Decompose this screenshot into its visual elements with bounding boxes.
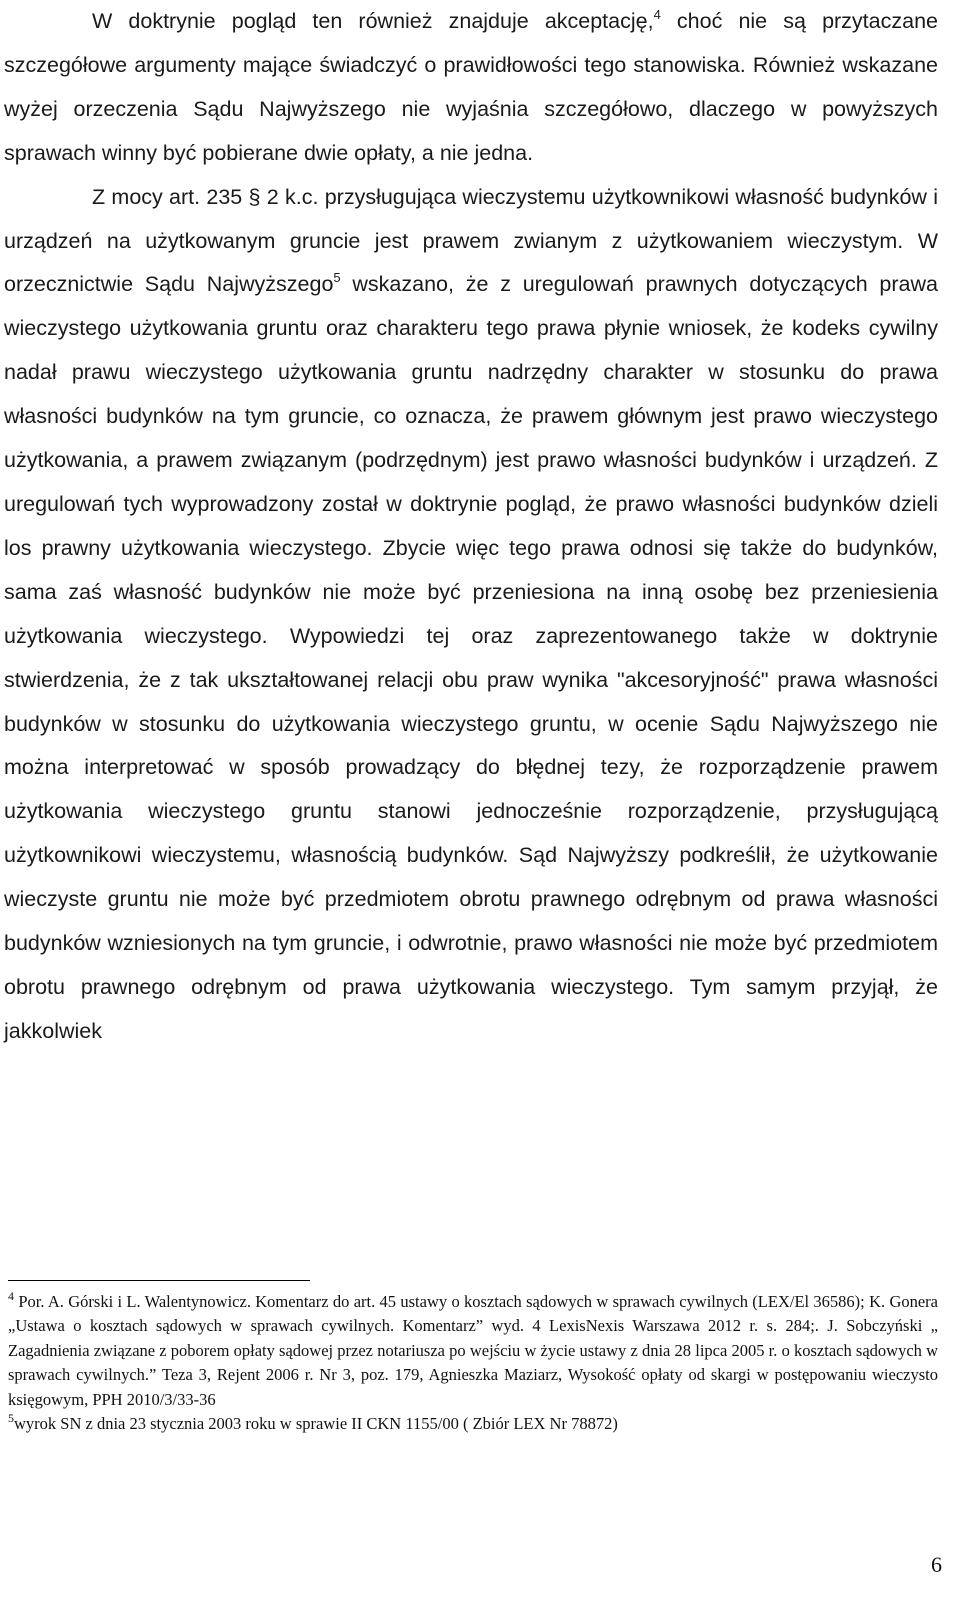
- footnote-ref-4[interactable]: 4: [653, 7, 661, 22]
- footnotes: [8, 1290, 938, 1436]
- body-text: [4, 0, 938, 1054]
- paragraph-2: Z mocy art. 235 § 2 k.c. przysługująca wieczystemu użytkownikowi własność budynków i urządzeń na użytkowanym gruncie jest prawem zwianym z użytkowaniem wieczystym. W orzecznictwie Sądu Najwyższego$^5$ wskazano, że z uregulowań prawnych dotyczących prawa wieczystego użytkowania gruntu oraz charakteru tego prawa płynie wniosek, że kodeks cywilny nadał prawu wieczystego użytkowania gruntu nadrzędny charakter w stosunku do prawa własności budynków na tym gruncie, co oznacza, że prawem głównym jest prawo wieczystego użytkowania, a prawem związanym (podrzędnym) jest prawo własności budynków i urządzeń. Z uregulowań tych wyprowadzony został w doktrynie pogląd, że prawo własności budynków dzieli los prawny użytkowania wieczystego. Zbycie więc tego prawa odnosi się także do budynków, sama zaś własność budynków nie może być przeniesiona na inną osobę bez przeniesienia użytkowania wieczystego. Wypowiedzi tej oraz zaprezentowanego także w doktrynie stwierdzenia, że z tak ukształtowanej relacji obu praw wynika "akcesoryjność" prawa własności budynków w stosunku do użytkowania wieczystego gruntu, w ocenie Sądu Najwyższego nie można interpretować w sposób prowadzący do błędnej tezy, że rozporządzenie prawem użytkowania wieczystego gruntu stanowi jednocześnie rozporządzenie, przysługującą użytkownikowi wieczystemu, własnością budynków. Sąd Najwyższy podkreślił, że użytkowanie wieczyste gruntu nie może być przedmiotem obrotu prawnego odrębnym od prawa własności budynków wzniesionych na tym gruncie, i odwrotnie, prawo własności nie może być przedmiotem obrotu prawnego odrębnym od prawa użytkowania wieczystego. Tym samym przyjął, że jakkolwiek: [4, 184, 938, 1043]
- footnote-mark-5: 5: [8, 1411, 14, 1426]
- footnote-separator: [8, 1280, 310, 1281]
- paragraph-1: W doktrynie pogląd ten również znajduje akceptację,$^4$ choć nie są przytaczane szczegółowe argumenty mające świadczyć o prawidłowości tego stanowiska. Również wskazane wyżej orzeczenia Sądu Najwyższego nie wyjaśnia szczegółowo, dlaczego w powyższych sprawach winny być pobierane dwie opłaty, a nie jedna.: [4, 7, 938, 165]
- footnote-ref-5[interactable]: 5: [333, 270, 341, 286]
- footnote-mark-4: 4: [8, 1289, 14, 1303]
- footnote-5: $^5$wyrok SN z dnia 23 stycznia 2003 roku w sprawie II CKN 1155/00 ( Zbiór LEX Nr 78872): [8, 1411, 618, 1434]
- page-number: 6: [931, 1552, 942, 1577]
- footnote-4: $^4$ Por. A. Górski i L. Walentynowicz. Komentarz do art. 45 ustawy o kosztach sądowych w sprawach cywilnych (LEX/El 36586); K. Gonera „Ustawa o kosztach sądowych w sprawach cywilnych. Komentarz” wyd. 4 LexisNexis Warszawa 2012 r. s. 284;. J. Sobczyński „ Zagadnienia związane z poborem opłaty sądowej przez notariusza po wejściu w życie ustawy z dnia 28 lipca 2005 r. o kosztach sądowych w sprawach cywilnych.” Teza 3, Rejent 2006 r. Nr 3, poz. 179, Agnieszka Maziarz, Wysokość opłaty od skargi w postępowaniu wieczysto księgowym, PPH 2010/3/33-36: [8, 1289, 938, 1409]
